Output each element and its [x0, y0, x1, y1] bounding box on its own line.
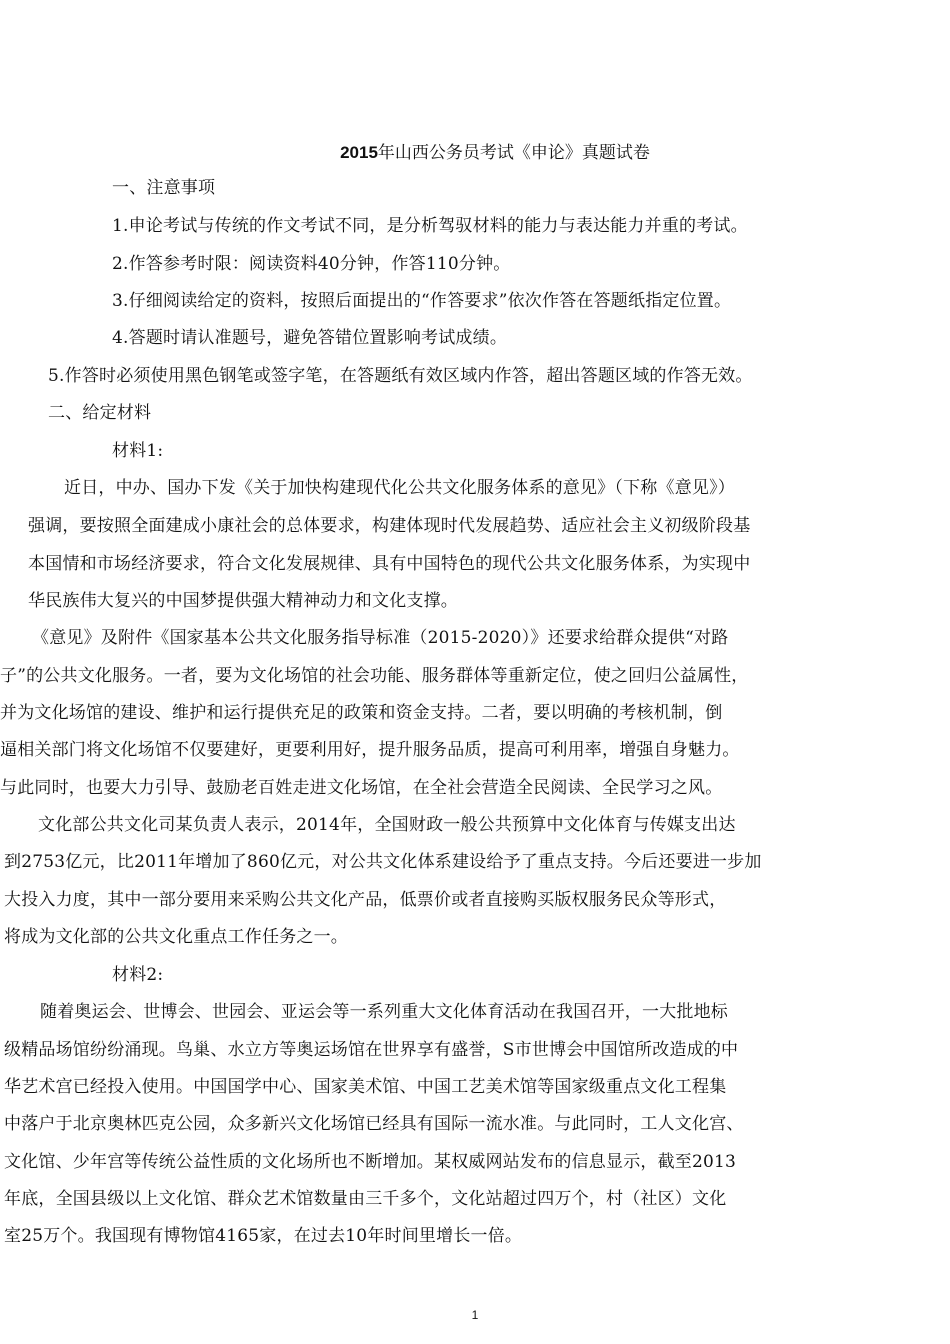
material-1-p1-line-2: 强调，要按照全面建成小康社会的总体要求，构建体现时代发展趋势、适应社会主义初级阶段基: [28, 516, 751, 536]
material-2-p1-line-2: 级精品场馆纷纷涌现。鸟巢、水立方等奥运场馆在世界享有盛誉，S市世博会中国馆所改造成的中: [4, 1040, 739, 1060]
material-1-label: 材料1:: [112, 441, 164, 461]
material-1-p2-line-5: 与此同时，也要大力引导、鼓励老百姓走进文化场馆，在全社会营造全民阅读、全民学习之风。: [0, 778, 723, 798]
material-1-p1-line-1: 近日，中办、国办下发《关于加快构建现代化公共文化服务体系的意见》（下称《意见》）: [64, 478, 735, 498]
material-1-p3-line-4: 将成为文化部的公共文化重点工作任务之一。: [4, 927, 348, 947]
page-number: 1: [471, 1308, 479, 1322]
notice-item-1: 1.申论考试与传统的作文考试不同，是分析驾驭材料的能力与表达能力并重的考试。: [112, 216, 748, 236]
material-2-p1-line-6: 年底，全国县级以上文化馆、群众艺术馆数量由三千多个，文化站超过四万个，村（社区）文化: [4, 1189, 727, 1209]
material-2-label: 材料2:: [112, 965, 164, 985]
material-1-p2-line-2: 子”的公共文化服务。一者，要为文化场馆的社会功能、服务群体等重新定位，使之回归公益属性，: [0, 666, 749, 686]
material-1-p2-line-3: 并为文化场馆的建设、维护和运行提供充足的政策和资金支持。二者，要以明确的考核机制，倒: [0, 703, 723, 723]
material-1-p3-line-1: 文化部公共文化司某负责人表示，2014年，全国财政一般公共预算中文化体育与传媒支出达: [38, 815, 736, 835]
material-1-p1-line-4: 华民族伟大复兴的中国梦提供强大精神动力和文化支撑。: [28, 591, 458, 611]
material-2-p1-line-3: 华艺术宫已经投入使用。中国国学中心、国家美术馆、中国工艺美术馆等国家级重点文化工程集: [4, 1077, 727, 1097]
material-1-p1-line-3: 本国情和市场经济要求，符合文化发展规律、具有中国特色的现代公共文化服务体系，为实现中: [28, 554, 751, 574]
title-text: 年山西公务员考试《申论》真题试卷: [377, 143, 650, 163]
notice-item-2: 2.作答参考时限：阅读资料40分钟，作答110分钟。: [112, 254, 511, 274]
notice-item-4: 4.答题时请认准题号，避免答错位置影响考试成绩。: [112, 328, 508, 348]
material-2-p1-line-4: 中落户于北京奥林匹克公园，众多新兴文化场馆已经具有国际一流水准。与此同时，工人文化宫、: [4, 1114, 744, 1134]
material-1-p3-line-3: 大投入力度，其中一部分要用来采购公共文化产品，低票价或者直接购买版权服务民众等形式，: [4, 890, 727, 910]
material-1-p2-line-4: 逼相关部门将文化场馆不仅要建好，更要利用好，提升服务品质，提高可利用率，增强自身魅力。: [0, 740, 740, 760]
material-1-p3-line-2: 到2753亿元，比2011年增加了860亿元，对公共文化体系建设给予了重点支持。今后还要进一步加: [4, 852, 762, 872]
material-2-p1-line-1: 随着奥运会、世博会、世园会、亚运会等一系列重大文化体育活动在我国召开，一大批地标: [40, 1002, 728, 1022]
notice-heading: 一、注意事项: [112, 178, 216, 198]
material-2-p1-line-5: 文化馆、少年宫等传统公益性质的文化场所也不断增加。某权威网站发布的信息显示，截至2013: [4, 1152, 737, 1172]
materials-heading: 二、给定材料: [48, 403, 152, 423]
title-year: 2015: [340, 143, 378, 162]
material-1-p2-line-1: 《意见》及附件《国家基本公共文化服务指导标准（2015-2020）》还要求给群众提供“对路: [32, 628, 729, 648]
material-2-p1-line-7: 室25万个。我国现有博物馆4165家，在过去10年时间里增长一倍。: [4, 1226, 523, 1246]
notice-item-3: 3.仔细阅读给定的资料，按照后面提出的“作答要求”依次作答在答题纸指定位置。: [112, 291, 732, 311]
notice-item-5: 5.作答时必须使用黑色钢笔或签字笔，在答题纸有效区域内作答，超出答题区域的作答无效。: [48, 366, 753, 386]
page-title: [0, 142, 950, 164]
